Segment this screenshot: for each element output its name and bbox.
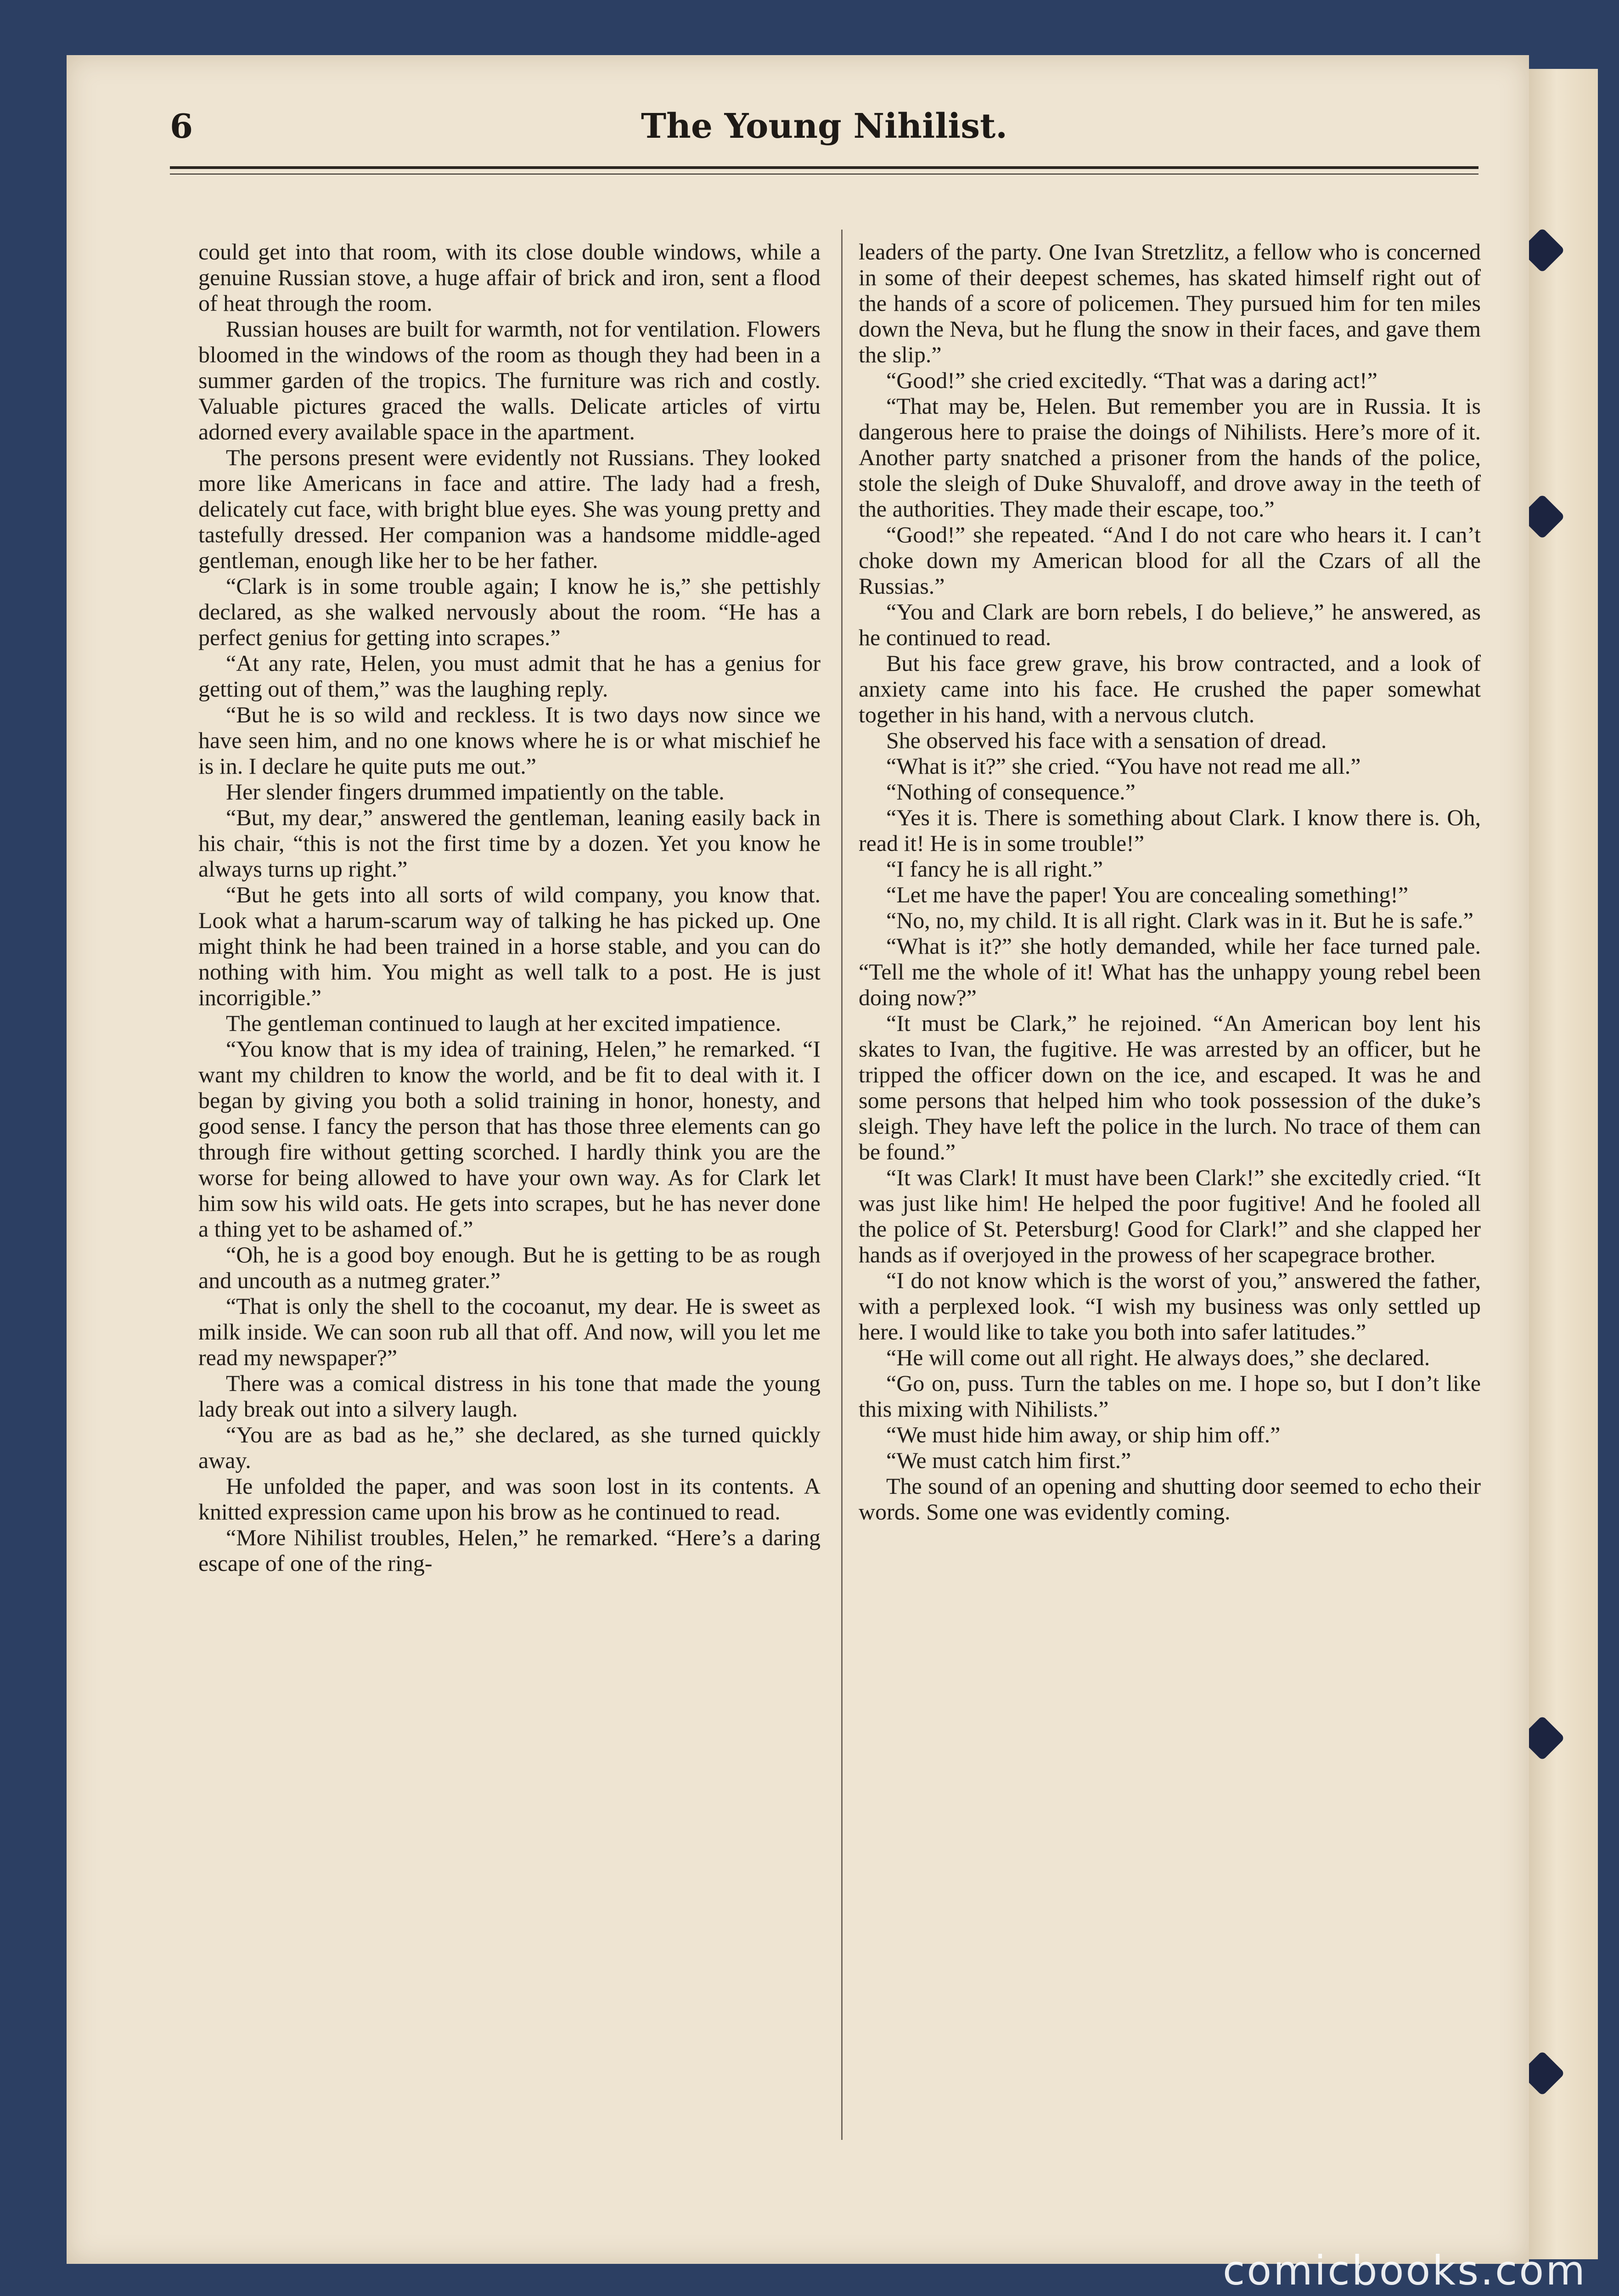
paragraph: The persons present were evidently not Russians. They looked more like Americans in face and attire. The lady had a fresh, delicately cut face, with bright blue eyes. She was young pretty and tastefully dressed. Her companion was a handsome middle-aged gentleman, enough like her to be her father. <box>198 445 821 573</box>
header-rule <box>170 166 1478 169</box>
paragraph: “I fancy he is all right.” <box>886 856 1103 882</box>
left-text-column <box>198 239 821 2140</box>
paragraph: “What is it?” she cried. “You have not read me all.” <box>886 753 1361 779</box>
paragraph: “That is only the shell to the cocoanut, my dear. He is sweet as milk inside. We can soon rub all that off. And now, will you let me read my newspaper?” <box>198 1293 821 1370</box>
paragraph: “You are as bad as he,” she declared, as she turned quickly away. <box>198 1422 821 1473</box>
staple-mark <box>1529 2051 1565 2096</box>
paragraph: “What is it?” she hotly demanded, while her face turned pale. “Tell me the whole of it! What has the unhappy young rebel been doing now?” <box>859 933 1481 1010</box>
paragraph: “More Nihilist troubles, Helen,” he remarked. “Here’s a daring escape of one of the ring- <box>198 1525 821 1576</box>
paragraph: “Clark is in some trouble again; I know he is,” she pettishly declared, as she walked nervously about the room. “He has a perfect genius for getting into scrapes.” <box>198 573 821 650</box>
paragraph: “Go on, puss. Turn the tables on me. I hope so, but I don’t like this mixing with Nihilists.” <box>859 1370 1481 1422</box>
paragraph: He unfolded the paper, and was soon lost in its contents. A knitted expression came upon his brow as he continued to read. <box>198 1473 821 1525</box>
running-title: The Young Nihilist. <box>641 107 1008 146</box>
paragraph: “We must catch him first.” <box>886 1447 1131 1473</box>
paragraph: Her slender fingers drummed impatiently on the table. <box>226 779 725 805</box>
paragraph: “It was Clark! It must have been Clark!” she excitedly cried. “It was just like him! He helped the poor fugitive! And he fooled all the police of St. Petersburg! Good for Clark!” and she clapped her hands as if overjoyed in the prowess of her scapegrace brother. <box>859 1165 1481 1267</box>
paragraph: The gentleman continued to laugh at her excited impatience. <box>226 1010 781 1036</box>
paragraph: “That may be, Helen. But remember you are in Russia. It is dangerous here to praise the doings of Nihilists. Here’s more of it. Another party snatched a prisoner from the hands of the police, stole the sleigh of Duke Shuvaloff, and drove away in the teeth of the authorities. They made their escape, too.” <box>859 393 1481 522</box>
paragraph: “He will come out all right. He always does,” she declared. <box>886 1345 1430 1370</box>
paragraph: “It must be Clark,” he rejoined. “An American boy lent his skates to Ivan, the fugitive. He was arrested by an officer, but he tripped the officer down on the ice, and escaped. It was he and some persons that helped him who took possession of the duke’s sleigh. They have left the police in the lurch. No trace of them can be found.” <box>859 1010 1481 1165</box>
paragraph: “At any rate, Helen, you must admit that he has a genius for getting out of them,” was the laughing reply. <box>198 650 821 702</box>
paragraph: The sound of an opening and shutting door seemed to echo their words. Some one was evidently coming. <box>859 1473 1481 1525</box>
paragraph: could get into that room, with its close double windows, while a genuine Russian stove, a huge affair of brick and iron, sent a flood of heat through the room. <box>198 239 821 316</box>
site-watermark: comicbooks.com <box>1222 2247 1587 2294</box>
staple-mark <box>1529 1716 1565 1761</box>
paragraph: “But he gets into all sorts of wild company, you know that. Look what a harum-scarum way of talking he has picked up. One might think he had been trained in a horse stable, and you can do nothing with him. You might as well talk to a post. He is just incorrigible.” <box>198 882 821 1010</box>
paragraph: She observed his face with a sensation of dread. <box>886 727 1327 753</box>
binding-spine <box>1529 69 1598 2259</box>
staple-mark <box>1529 494 1565 540</box>
paragraph: “Good!” she repeated. “And I do not care who hears it. I can’t choke down my American blood for all the Czars of all the Russias.” <box>859 522 1481 599</box>
paragraph: “Yes it is. There is something about Clark. I know there is. Oh, read it! He is in some trouble!” <box>859 805 1481 856</box>
paragraph: “But, my dear,” answered the gentleman, leaning easily back in his chair, “this is not the first time by a dozen. Yet you know he always turns up right.” <box>198 805 821 882</box>
column-divider <box>841 230 843 2140</box>
page-header <box>170 107 1478 185</box>
staple-mark <box>1529 228 1565 273</box>
paragraph: “Nothing of consequence.” <box>886 779 1136 805</box>
paragraph: “You know that is my idea of training, Helen,” he remarked. “I want my children to know the world, and be fit to deal with it. I began by giving you both a solid training in honor, honesty, and good sense. I fancy the person that has those three elements can go through fire without getting scorched. I hardly think you are the worse for being allowed to have your own way. As for Clark let him sow his wild oats. He gets into scrapes, but he has never done a thing yet to be ashamed of.” <box>198 1036 821 1242</box>
paragraph: “Let me have the paper! You are concealing something!” <box>886 882 1409 907</box>
paragraph: “We must hide him away, or ship him off.” <box>886 1422 1281 1447</box>
paragraph: leaders of the party. One Ivan Stretzlitz, a fellow who is concerned in some of their deepest schemes, has skated himself right out of the hands of a score of policemen. They pursued him for ten miles down the Neva, but he flung the snow in their faces, and gave them the slip.” <box>859 239 1481 367</box>
paragraph: “Oh, he is a good boy enough. But he is getting to be as rough and uncouth as a nutmeg grater.” <box>198 1242 821 1293</box>
paragraph: Russian houses are built for warmth, not for ventilation. Flowers bloomed in the windows of the room as though they had been in a summer garden of the tropics. The furniture was rich and costly. Valuable pictures graced the walls. Delicate articles of virtu adorned every available space in the apartment. <box>198 316 821 445</box>
paragraph: “But he is so wild and reckless. It is two days now since we have seen him, and no one knows where he is or what mischief he is in. I declare he quite puts me out.” <box>198 702 821 779</box>
paragraph: “No, no, my child. It is all right. Clark was in it. But he is safe.” <box>886 907 1473 933</box>
right-text-column <box>859 239 1481 2140</box>
paragraph: “You and Clark are born rebels, I do believe,” he answered, as he continued to read. <box>859 599 1481 650</box>
paragraph: “Good!” she cried excitedly. “That was a daring act!” <box>886 367 1377 393</box>
paragraph: There was a comical distress in his tone that made the young lady break out into a silvery laugh. <box>198 1370 821 1422</box>
paragraph: “I do not know which is the worst of you,” answered the father, with a perplexed look. “I wish my business was only settled up here. I would like to take you both into safer latitudes.” <box>859 1267 1481 1345</box>
paragraph: But his face grew grave, his brow contracted, and a look of anxiety came into his face. He crushed the paper somewhat together in his hand, with a nervous clutch. <box>859 650 1481 727</box>
page-number: 6 <box>170 107 193 146</box>
